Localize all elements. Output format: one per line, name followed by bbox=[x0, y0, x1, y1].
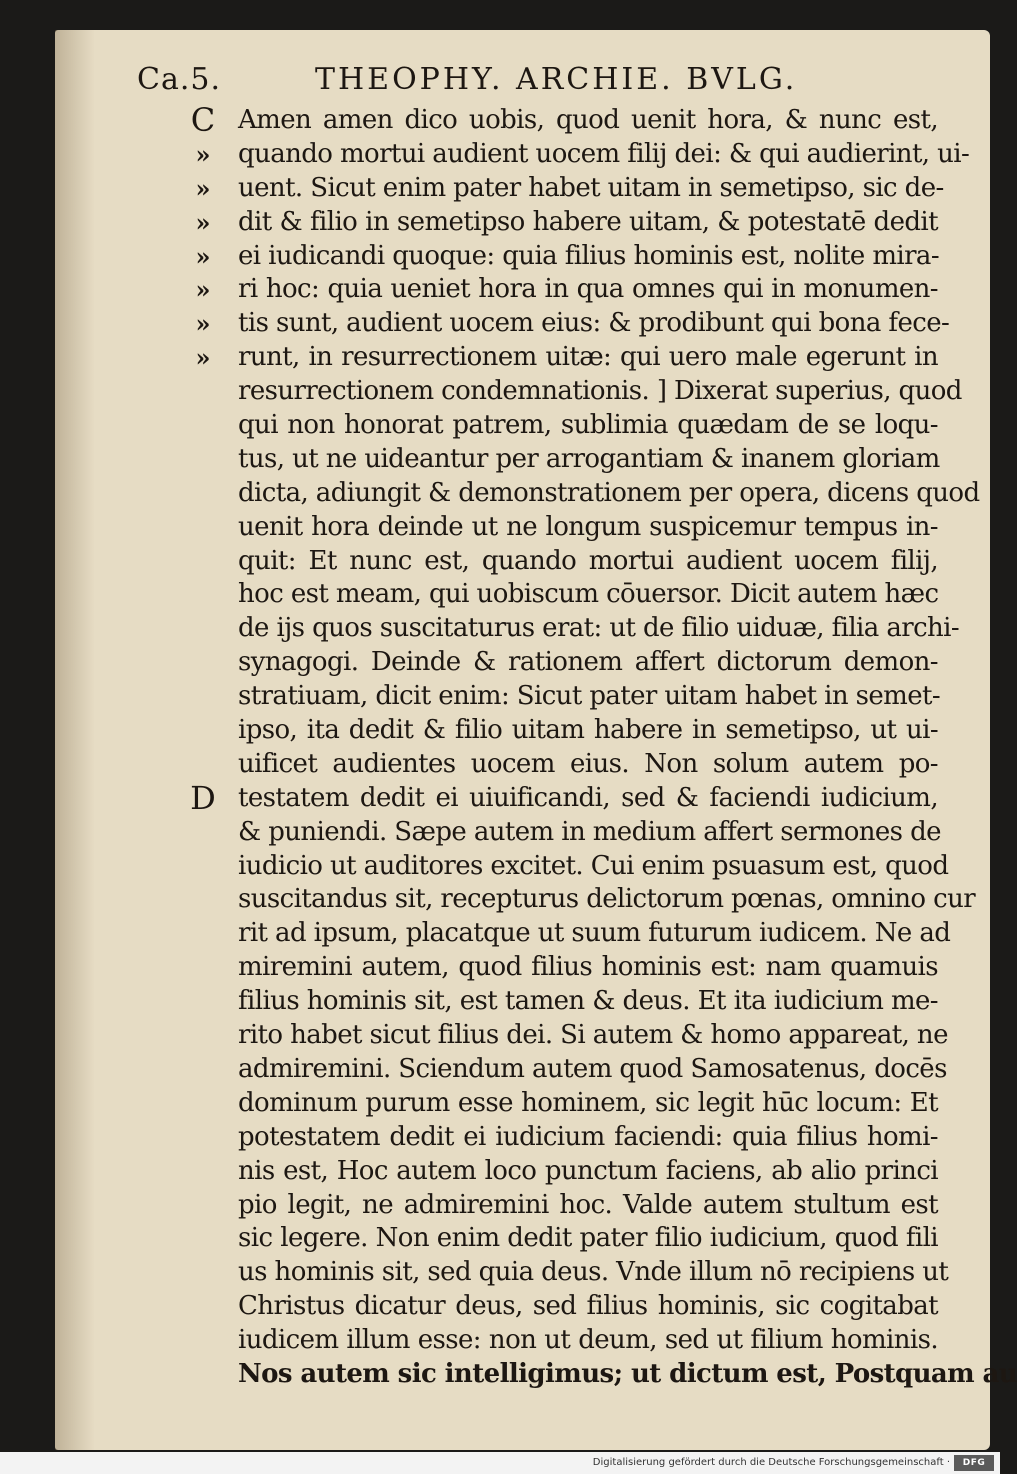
text-line: ei iudicandi quoque: quia filius hominis est, nolite mira- bbox=[238, 240, 940, 271]
text-line: synagogi. Deinde & rationem affert dictorum demon- bbox=[238, 647, 938, 678]
text-line: dit & filio in semetipso habere uitam, & potestatē dedit bbox=[238, 206, 938, 237]
text-line: Amen amen dico uobis, quod uenit hora, & nunc est, bbox=[238, 105, 938, 135]
text-line: sic legere. Non enim dedit pater filio iudicium, quod fili bbox=[238, 1223, 938, 1254]
text-line: qui non honorat patrem, sublimia quædam de se loqu- bbox=[238, 410, 938, 441]
text-line: Nos autem sic intelligimus; ut dictum est, Postquam au bbox=[238, 1358, 1017, 1389]
text-line: resurrectionem condemnationis. ] Dixerat superius, quod bbox=[238, 376, 962, 407]
text-line: rito habet sicut filius dei. Si autem & homo appareat, ne bbox=[238, 1020, 948, 1051]
text-line: runt, in resurrectionem uitæ: qui uero male egerunt in bbox=[238, 342, 938, 373]
text-line: & puniendi. Sæpe autem in medium affert sermones de bbox=[238, 816, 941, 847]
text-line: miremini autem, quod filius hominis est: nam quamuis bbox=[238, 952, 938, 983]
quotation-mark bbox=[178, 612, 228, 646]
quotation-mark bbox=[178, 477, 228, 511]
text-line: ipso, ita dedit & filio uitam habere in semetipso, ut ui- bbox=[238, 715, 938, 746]
running-header bbox=[0, 62, 1000, 106]
dfg-logo: DFG bbox=[954, 1455, 994, 1471]
text-line: uenit hora deinde ut ne longum suspicemur tempus in- bbox=[238, 511, 938, 542]
text-line: uificet audientes uocem eius. Non solum autem po- bbox=[238, 748, 938, 779]
text-line: us hominis sit, sed quia deus. Vnde illum nō recipiens ut bbox=[238, 1257, 949, 1288]
quotation-mark bbox=[178, 714, 228, 748]
text-line: pio legit, ne admiremini hoc. Valde autem stultum est bbox=[238, 1189, 938, 1220]
text-line: dominum purum esse hominem, sic legit hūc locum: Et bbox=[238, 1087, 938, 1118]
quotation-mark: » bbox=[195, 343, 211, 373]
text-line: nis est, Hoc autem loco punctum faciens, ab alio princi bbox=[238, 1155, 938, 1186]
text-line: Christus dicatur deus, sed filius hominis, sic cogitabat bbox=[238, 1291, 938, 1322]
quotation-mark: » bbox=[195, 309, 211, 339]
text-line: rit ad ipsum, placatque ut suum futurum iudicem. Ne ad bbox=[238, 918, 951, 949]
quotation-mark: » bbox=[195, 173, 211, 203]
text-line: suscitandus sit, recepturus delictorum pœnas, omnino cur bbox=[238, 884, 976, 915]
text-line: quit: Et nunc est, quando mortui audient uocem filij, bbox=[238, 545, 938, 576]
quotation-mark bbox=[178, 375, 228, 409]
quotation-mark bbox=[178, 511, 228, 545]
text-line: tus, ut ne uideantur per arrogantiam & inanem gloriam bbox=[238, 443, 940, 474]
text-line: de ijs quos suscitaturus erat: ut de filio uiduæ, filia archi- bbox=[238, 613, 960, 644]
text-line: uent. Sicut enim pater habet uitam in semetipso, sic de- bbox=[238, 172, 944, 203]
text-line: testatem dedit ei uiuificandi, sed & faciendi iudicium, bbox=[238, 782, 938, 813]
text-line: stratiuam, dicit enim: Sicut pater uitam habet in semet- bbox=[238, 681, 941, 712]
text-line: admiremini. Sciendum autem quod Samosatenus, docēs bbox=[238, 1053, 947, 1084]
quotation-mark: » bbox=[195, 139, 211, 169]
gutter-shadow bbox=[55, 30, 95, 1450]
running-title: THEOPHY. ARCHIE. BVLG. bbox=[315, 62, 798, 97]
text-line: hoc est meam, qui uobiscum cōuersor. Dicit autem hæc bbox=[238, 579, 939, 610]
text-line: dicta, adiungit & demonstrationem per opera, dicens quod bbox=[238, 477, 980, 508]
margin-column bbox=[178, 101, 228, 817]
funding-credit: Digitalisierung gefördert durch die Deutsche Forschungsgemeinschaft · bbox=[592, 1457, 950, 1468]
quotation-mark bbox=[178, 545, 228, 579]
quotation-mark bbox=[178, 578, 228, 612]
text-line: filius hominis sit, est tamen & deus. Et ita iudicium me- bbox=[238, 986, 938, 1017]
quotation-mark: » bbox=[195, 207, 211, 237]
quotation-mark: » bbox=[195, 275, 211, 305]
text-line: iudicio ut auditores excitet. Cui enim psuasum est, quod bbox=[238, 850, 949, 881]
text-line: iudicem illum esse: non ut deum, sed ut filium hominis. bbox=[238, 1325, 938, 1356]
body-text bbox=[238, 104, 1017, 1392]
text-line: quando mortui audient uocem filij dei: & qui audierint, ui- bbox=[238, 138, 970, 169]
section-letter: D bbox=[190, 778, 216, 817]
text-line: ri hoc: quia ueniet hora in qua omnes qui in monumen- bbox=[238, 274, 938, 305]
chapter-reference: Ca.5. bbox=[137, 62, 221, 97]
section-letter: C bbox=[190, 101, 216, 139]
quotation-mark bbox=[178, 680, 228, 714]
quotation-mark bbox=[178, 409, 228, 443]
digitization-footer bbox=[0, 1452, 1000, 1474]
quotation-mark bbox=[178, 646, 228, 680]
quotation-mark bbox=[178, 443, 228, 477]
text-line: potestatem dedit ei iudicium faciendi: quia filius homi- bbox=[238, 1121, 938, 1152]
text-line: tis sunt, audient uocem eius: & prodibunt qui bona fece- bbox=[238, 308, 950, 339]
quotation-mark: » bbox=[195, 241, 211, 271]
quotation-mark bbox=[178, 748, 228, 782]
